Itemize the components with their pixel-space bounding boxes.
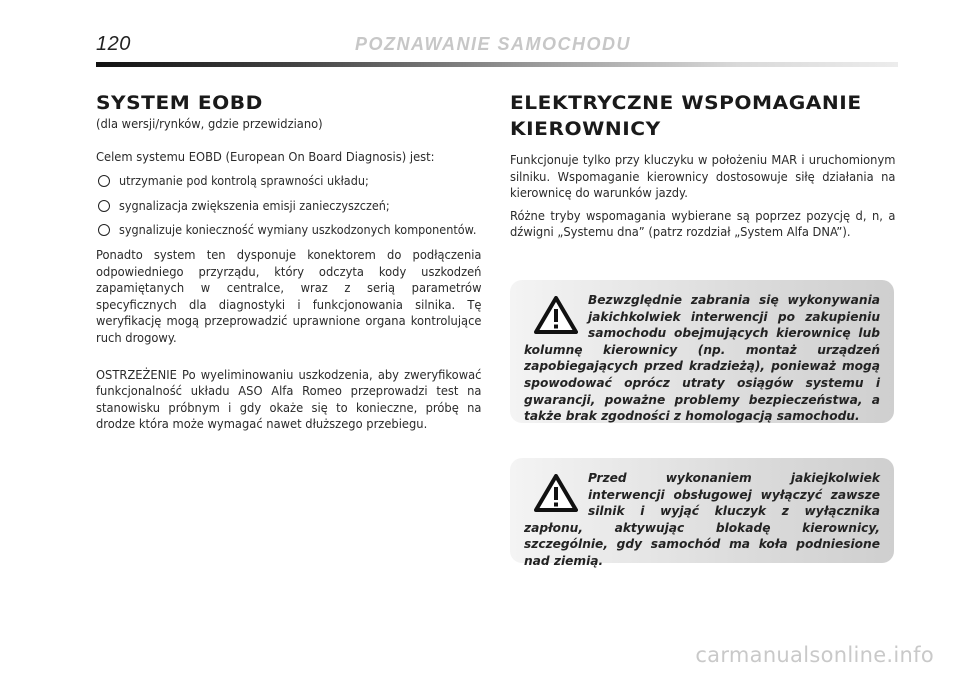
eobd-subtitle: (dla wersji/rynków, gdzie przewidziano) — [96, 116, 323, 131]
warning-triangle-icon — [534, 474, 578, 512]
list-item-text: utrzymanie pod kontrolą sprawności układu; — [119, 173, 369, 189]
circle-bullet-icon — [98, 200, 110, 212]
eobd-paragraph: Ponadto system ten dysponuje konektorem do podłączenia odpowiedniego przyrządu, który odczyta kody uszkodzeń zapamiętanych w centralce, wraz z serią parametrów specyficznych dla diagnostyki i funkcjonowania silnika. Tę weryfikację mogą przeprowadzić uprawnione organa kontrolujące ruch drogowy. — [96, 246, 482, 345]
list-item — [96, 198, 482, 215]
header-rule — [96, 62, 898, 67]
left-column — [96, 86, 482, 439]
circle-bullet-icon — [98, 175, 110, 187]
warning-triangle-icon — [534, 296, 578, 334]
steering-heading — [510, 86, 919, 142]
eobd-heading: SYSTEM EOBD — [96, 92, 263, 114]
eobd-intro: Celem systemu EOBD (European On Board Diagnosis) jest: — [96, 148, 435, 164]
right-column — [510, 86, 896, 247]
warning-box-1 — [510, 280, 894, 423]
warning-box-2 — [510, 458, 894, 568]
list-item — [96, 222, 482, 239]
watermark-text: carmanualsonline.info — [695, 643, 934, 667]
steering-paragraph-2: Różne tryby wspomagania wybierane są poprzez pozycję d, n, a dźwigni „Systemu dna” (patrz rozdział „System Alfa DNA”). — [510, 207, 896, 240]
list-item — [96, 173, 482, 190]
steering-heading-line2: KIEROWNICY — [510, 118, 661, 140]
eobd-bullet-list — [96, 173, 482, 239]
list-item-text: sygnalizacja zwiększenia emisji zanieczyszczeń; — [119, 197, 390, 213]
steering-paragraph-1: Funkcjonuje tylko przy kluczyku w położeniu MAR i uruchomionym silniku. Wspomaganie kierownicy dostosowuje siłę działania na kierownicę do warunków jazdy. — [510, 152, 896, 201]
section-title: POZNAWANIE SAMOCHODU — [355, 34, 632, 54]
page-number: 120 — [96, 33, 131, 55]
steering-heading-line1: ELEKTRYCZNE WSPOMAGANIE — [510, 92, 862, 114]
circle-bullet-icon — [98, 224, 110, 236]
warning-text-1: Bezwzględnie zabrania się wykonywania jakichkolwiek interwencji po zakupieniu samochodu obejmujących kierownicę lub kolumnę kierownicy (np. montaż urządzeń zapobiegających przed kradzieżą), ponieważ mogą spowodować oprócz utraty osiągów systemu i gwarancji, poważne problemy bezpieczeństwa, a także brak zgodności z homologacją samochodu. — [524, 293, 880, 424]
eobd-warning-note: OSTRZEŻENIE Po wyeliminowaniu uszkodzenia, aby zweryfikować funkcjonalność układu ASO Alfa Romeo przeprowadzi test na stanowisku próbnym i gdy okaże się to konieczne, próbę na drodze która może wymagać nawet dłuższego przebiegu. — [96, 366, 482, 432]
warning-text-2: Przed wykonaniem jakiejkolwiek interwencji obsługowej wyłączyć zawsze silnik i wyjąć kluczyk z wyłącznika zapłonu, aktywując blokadę kierownicy, szczególnie, gdy samochód ma koła podniesione nad ziemią. — [524, 471, 880, 568]
list-item-text: sygnalizuje konieczność wymiany uszkodzonych komponentów. — [119, 222, 477, 238]
